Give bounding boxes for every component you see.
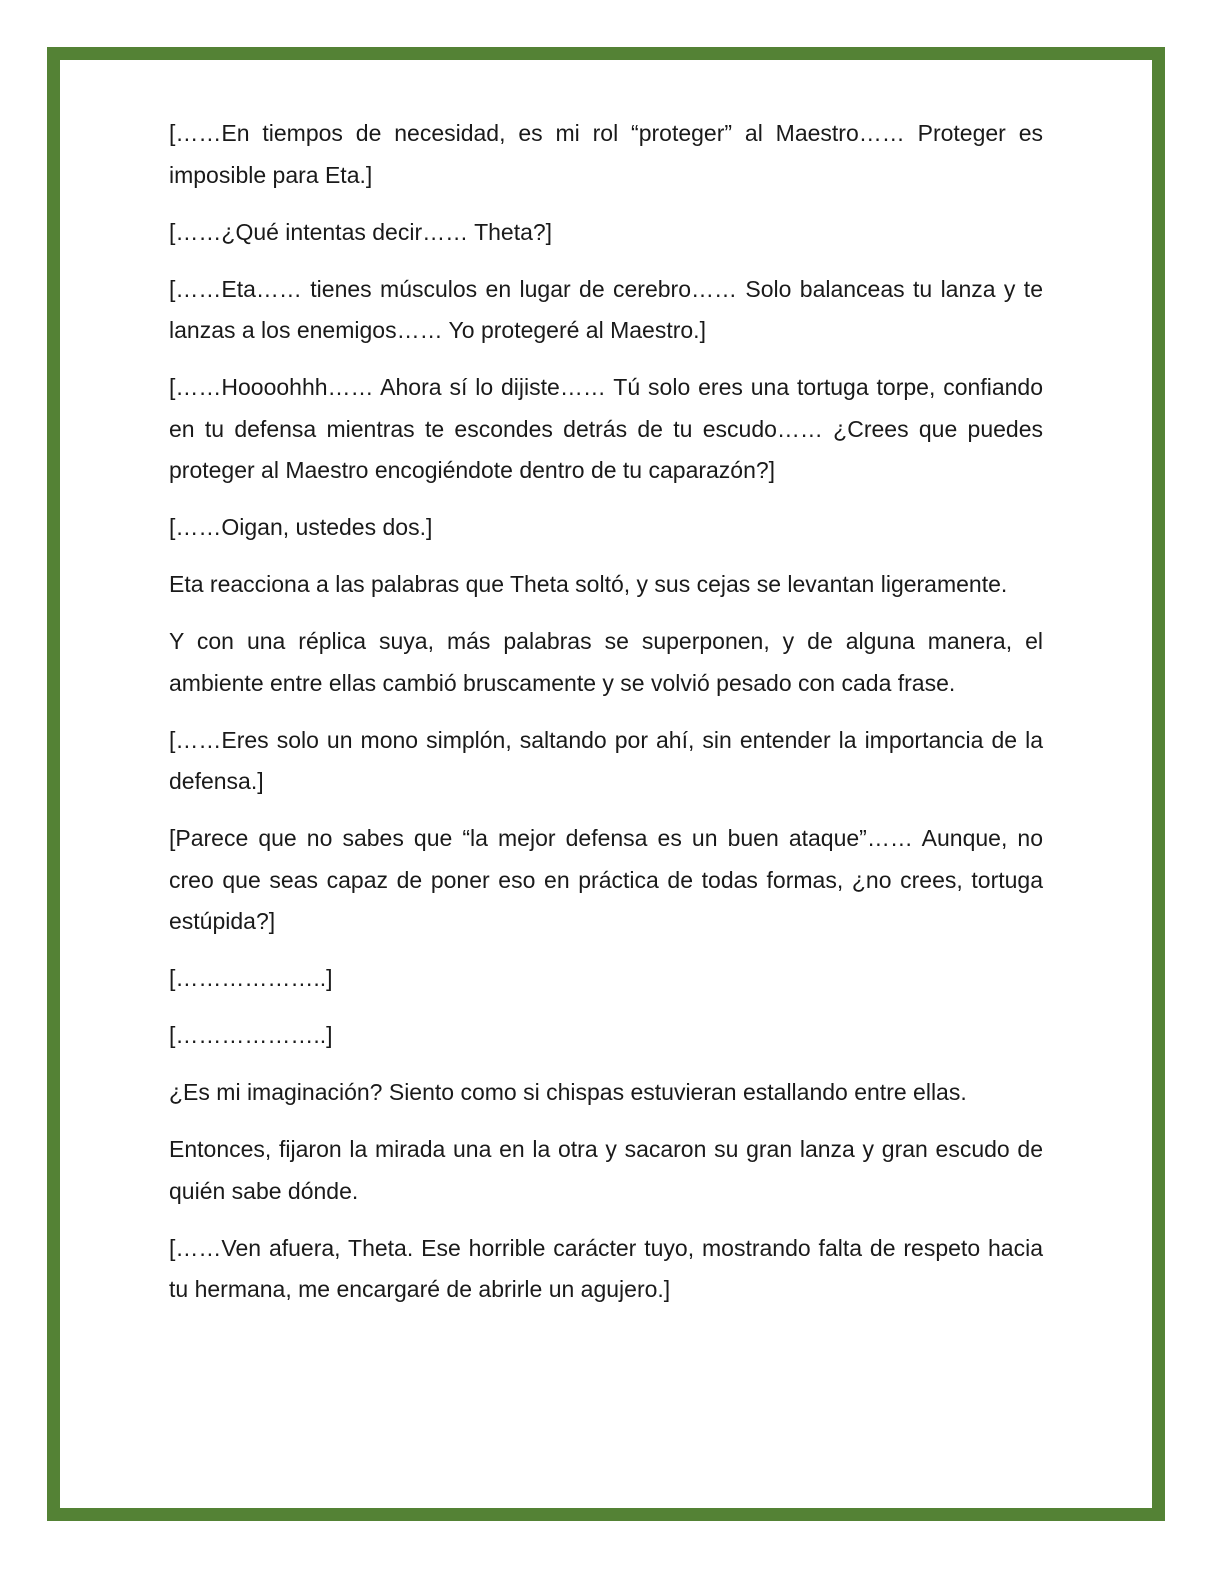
document-body bbox=[169, 113, 1043, 1326]
paragraph: [……¿Qué intentas decir…… Theta?] bbox=[169, 218, 553, 245]
paragraph: [………………..] bbox=[169, 1022, 333, 1048]
paragraph: Y con una réplica suya, más palabras se superponen, y de alguna manera, el ambiente entre ellas cambió bruscamente y se volvió pesado con cada frase. bbox=[169, 628, 1043, 696]
paragraph: [……Eres solo un mono simplón, saltando por ahí, sin entender la importancia de la defensa.] bbox=[169, 726, 1043, 794]
paragraph: Entonces, fijaron la mirada una en la otra y sacaron su gran lanza y gran escudo de quién sabe dónde. bbox=[169, 1136, 1043, 1204]
paragraph: [……Ven afuera, Theta. Ese horrible carácter tuyo, mostrando falta de respeto hacia tu hermana, me encargaré de abrirle un agujero.] bbox=[169, 1234, 1043, 1302]
paragraph: [Parece que no sabes que “la mejor defensa es un buen ataque”…… Aunque, no creo que seas capaz de poner eso en práctica de todas formas, ¿no crees, tortuga estúpida?] bbox=[169, 825, 1043, 934]
paragraph: [………………..] bbox=[169, 965, 333, 991]
paragraph: [……En tiempos de necesidad, es mi rol “proteger” al Maestro…… Proteger es imposible para Eta.] bbox=[169, 120, 1043, 188]
paragraph: ¿Es mi imaginación? Siento como si chispas estuvieran estallando entre ellas. bbox=[169, 1079, 967, 1105]
paragraph: [……Oigan, ustedes dos.] bbox=[169, 514, 433, 540]
paragraph: [……Hoooohhh…… Ahora sí lo dijiste…… Tú solo eres una tortuga torpe, confiando en tu defensa mientras te escondes detrás de tu escudo…… ¿Crees que puedes proteger al Maestro encogiéndote dentro de tu caparazón?] bbox=[169, 374, 1043, 483]
paragraph: Eta reacciona a las palabras que Theta soltó, y sus cejas se levantan ligeramente. bbox=[169, 571, 1008, 597]
paragraph: [……Eta…… tienes músculos en lugar de cerebro…… Solo balanceas tu lanza y te lanzas a los enemigos…… Yo protegeré al Maestro.] bbox=[169, 275, 1043, 343]
